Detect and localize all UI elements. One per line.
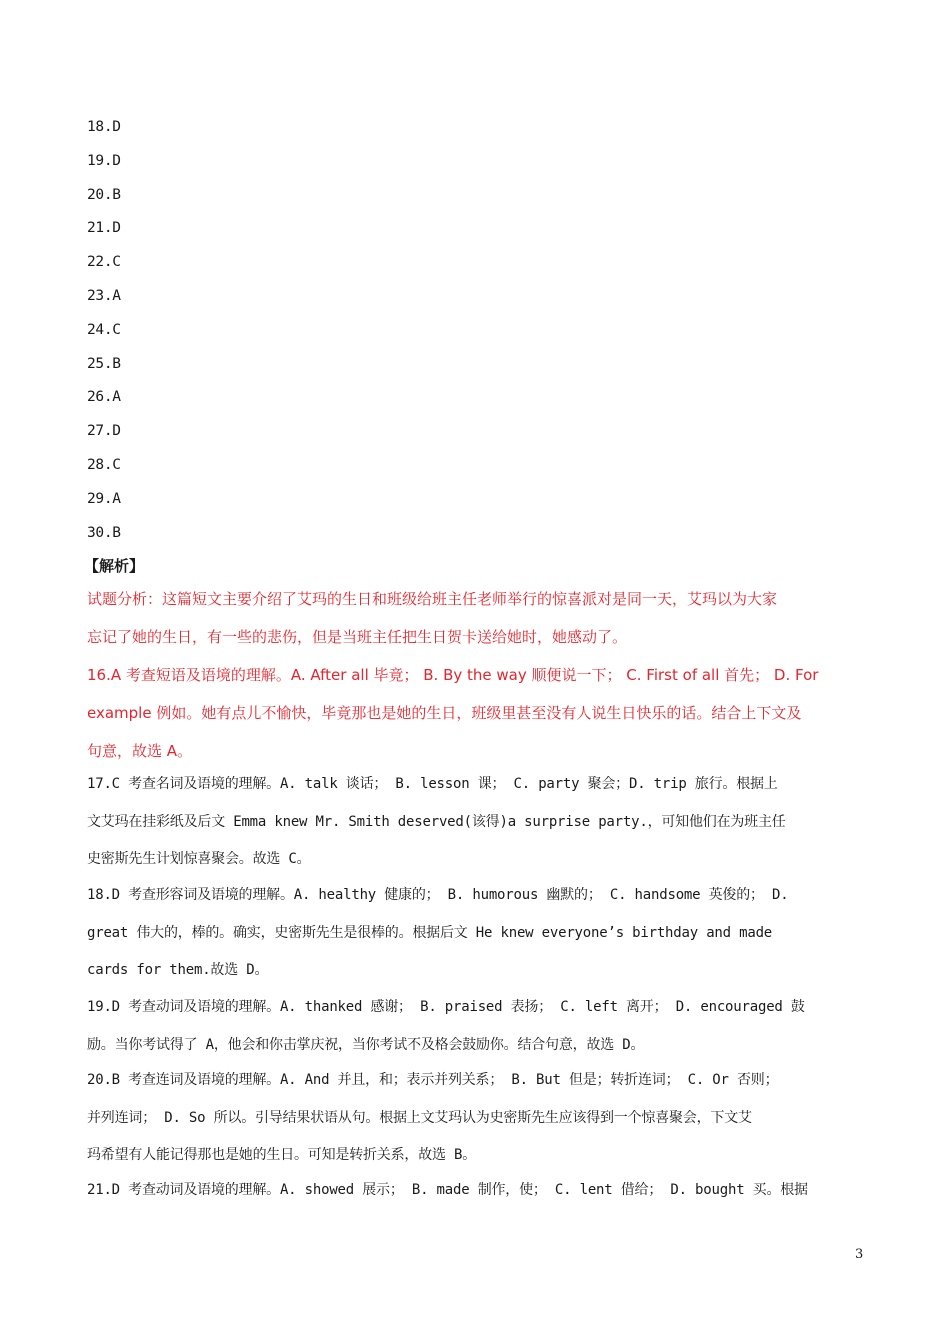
answer-item: 24.C [87, 321, 121, 338]
answer-item: 27.D [87, 423, 121, 440]
answer-item: 18.D [87, 119, 121, 135]
explanation-17-line: 史密斯先生计划惊喜聚会。故选 C。 [87, 851, 311, 868]
answer-item: 21.D [87, 220, 121, 237]
explanation-20-line: 玛希望有人能记得那也是她的生日。可知是转折关系，故选 B。 [87, 1147, 477, 1164]
answer-item: 28.C [87, 456, 121, 473]
analysis-16-line: example 例如。她有点儿不愉快，毕竟那也是她的生日，班级里甚至没有人说生日快乐的话。结合上下文及 [87, 704, 802, 722]
explanation-18-line: great 伟大的，棒的。确实，史密斯先生是很棒的。根据后文 He knew everyone’s birthday and made [87, 924, 773, 941]
answer-item: 29.A [87, 490, 121, 507]
explanation-question-21 [87, 1172, 877, 1210]
page-number: 3 [855, 1247, 864, 1262]
answer-key-list [87, 116, 121, 555]
answer-item: 26.A [87, 389, 121, 406]
explanation-21-line: 21.D 考查动词及语境的理解。A. showed 展示； B. made 制作，使； C. lent 借给； D. bought 买。根据 [87, 1182, 808, 1198]
explanation-19-line: 19.D 考查动词及语境的理解。A. thanked 感谢； B. praised 表扬； C. left 离开； D. encouraged 鼓 [87, 999, 805, 1015]
explanation-20-line: 并列连词； D. So 所以。引导结果状语从句。根据上文艾玛认为史密斯先生应该得到一个惊喜聚会，下文艾 [87, 1109, 752, 1126]
explanation-question-20 [87, 1062, 877, 1175]
explanation-18-line: cards for them.故选 D。 [87, 962, 269, 979]
answer-item: 23.A [87, 287, 121, 304]
analysis-summary-line: 忘记了她的生日，有一些的悲伤，但是当班主任把生日贺卡送给她时，她感动了。 [87, 628, 628, 646]
answer-item: 19.D [87, 152, 121, 169]
explanation-18-line: 18.D 考查形容词及语境的理解。A. healthy 健康的； B. humorous 幽默的； C. handsome 英俊的； D. [87, 887, 789, 903]
answer-item: 25.B [87, 355, 121, 372]
explanation-question-18 [87, 877, 877, 990]
explanation-question-17 [87, 766, 877, 879]
analysis-question-16 [87, 656, 872, 770]
answer-item: 22.C [87, 254, 121, 271]
analysis-16-line: 16.A 考查短语及语境的理解。A. After all 毕竟； B. By the way 顺便说一下； C. First of all 首先； D. For [87, 666, 819, 684]
explanation-17-line: 17.C 考查名词及语境的理解。A. talk 谈话； B. lesson 课； C. party 聚会；D. trip 旅行。根据上 [87, 776, 778, 792]
explanation-20-line: 20.B 考查连词及语境的理解。A. And 并且，和；表示并列关系； B. But 但是；转折连词； C. Or 否则； [87, 1072, 779, 1088]
analysis-summary-line: 试题分析：这篇短文主要介绍了艾玛的生日和班级给班主任老师举行的惊喜派对是同一天，艾玛以为大家 [87, 590, 778, 608]
answer-item: 20.B [87, 186, 121, 203]
analysis-16-line: 句意，故选 A。 [87, 742, 193, 760]
answer-item: 30.B [87, 524, 121, 541]
analysis-summary [87, 580, 872, 656]
explanation-19-line: 励。当你考试得了 A，他会和你击掌庆祝，当你考试不及格会鼓励你。结合句意，故选 D。 [87, 1036, 645, 1053]
analysis-heading: 【解析】 [84, 557, 145, 575]
explanation-question-19 [87, 989, 877, 1064]
explanation-17-line: 文艾玛在挂彩纸及后文 Emma knew Mr. Smith deserved(该得)a surprise party.，可知他们在为班主任 [87, 813, 786, 830]
